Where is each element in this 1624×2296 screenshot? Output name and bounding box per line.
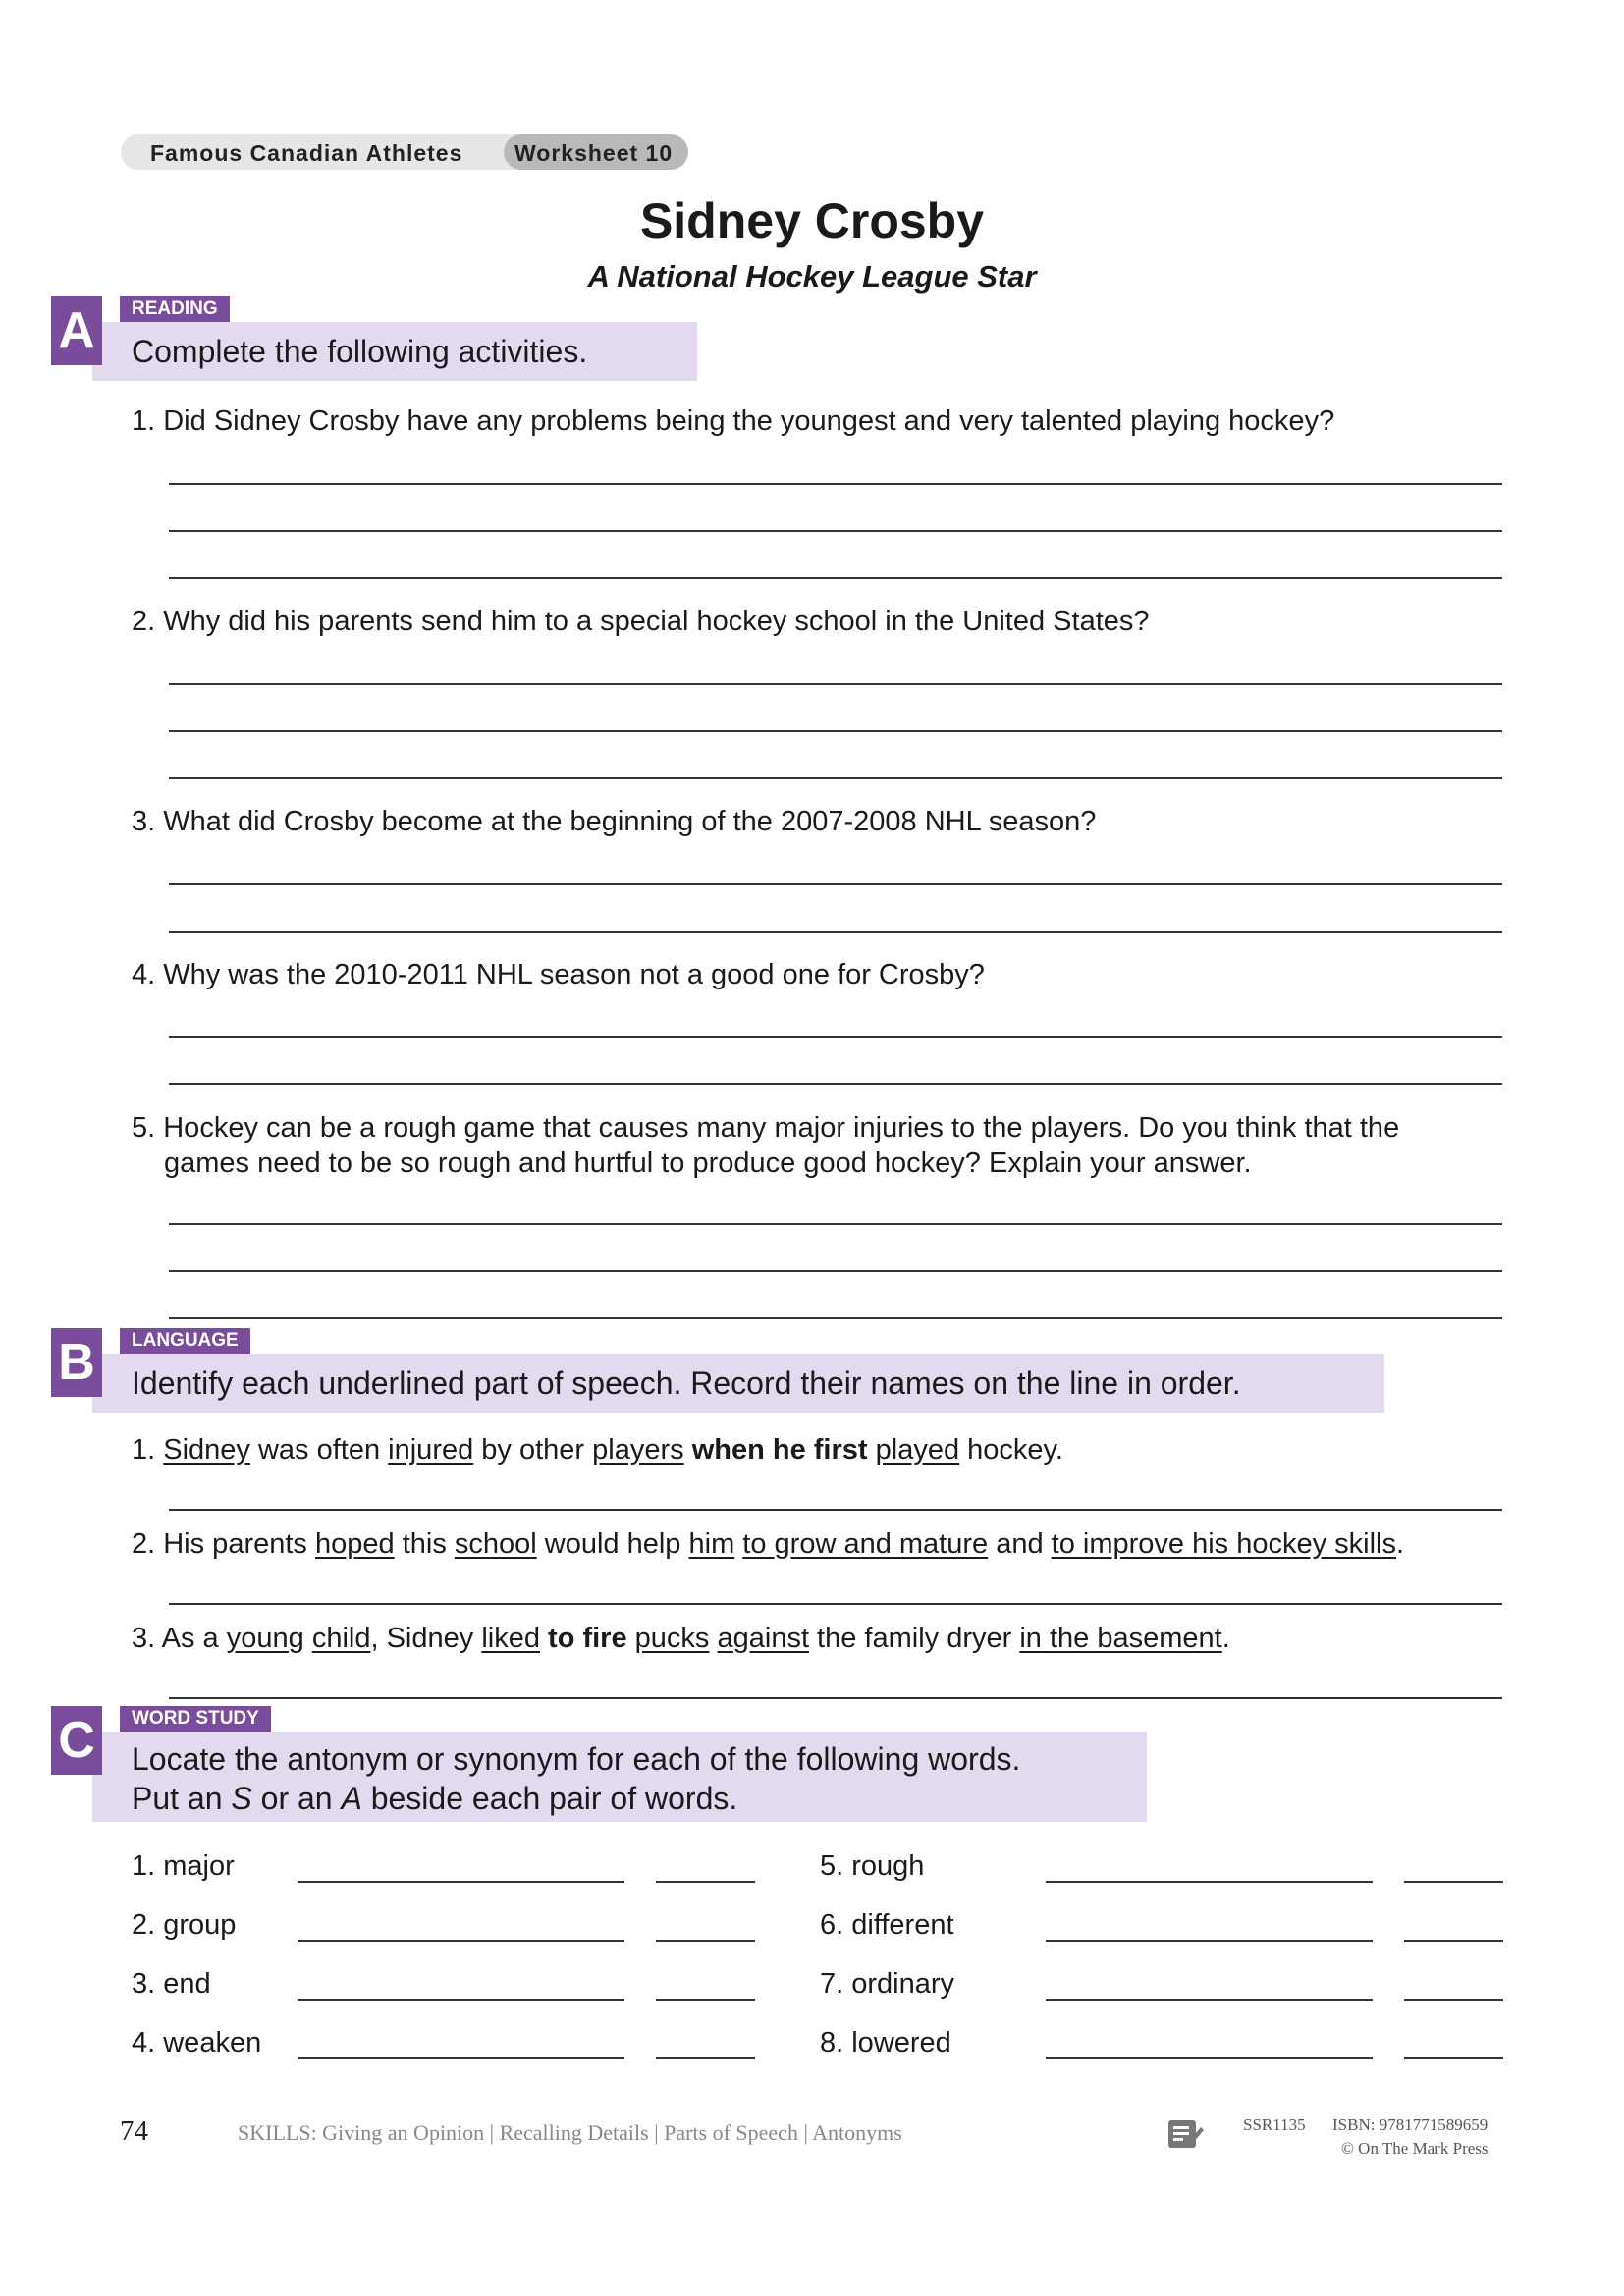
word-item: 1. major	[132, 1850, 235, 1882]
word-item: 4. weaken	[132, 2027, 262, 2058]
word-answer-line[interactable]	[298, 1999, 624, 2001]
answer-line[interactable]	[169, 1083, 1502, 1085]
series-name: Famous Canadian Athletes	[150, 140, 463, 166]
answer-line[interactable]	[169, 530, 1502, 532]
question-a3: 3. What did Crosby become at the beginning of the 2007-2008 NHL season?	[132, 806, 1097, 837]
word-answer-line[interactable]	[1046, 1940, 1373, 1942]
answer-line[interactable]	[169, 1317, 1502, 1319]
section-c-instruction-bar	[92, 1732, 1147, 1822]
s-or-a-line[interactable]	[1404, 1881, 1503, 1883]
answer-line[interactable]	[169, 1697, 1502, 1699]
s-or-a-line[interactable]	[1404, 2057, 1503, 2059]
answer-line[interactable]	[169, 1603, 1502, 1605]
page-number: 74	[120, 2115, 148, 2147]
section-a-instruction: Complete the following activities.	[132, 334, 588, 369]
isbn: ISBN: 9781771589659	[1332, 2115, 1489, 2134]
section-a-tag: READING	[120, 296, 230, 322]
question-a4: 4. Why was the 2010-2011 NHL season not a good one for Crosby?	[132, 959, 985, 990]
answer-line[interactable]	[169, 730, 1502, 732]
s-or-a-line[interactable]	[656, 1999, 755, 2001]
word-item: 6. different	[820, 1909, 954, 1941]
question-a5-line2: games need to be so rough and hurtful to produce good hockey? Explain your answer.	[164, 1148, 1252, 1179]
answer-line[interactable]	[169, 1270, 1502, 1272]
product-code: SSR1135	[1243, 2115, 1306, 2134]
word-item: 3. end	[132, 1968, 211, 2000]
word-item: 5. rough	[820, 1850, 925, 1882]
word-item: 8. lowered	[820, 2027, 951, 2058]
word-answer-line[interactable]	[298, 1940, 624, 1942]
page-title: Sidney Crosby	[639, 193, 985, 248]
s-or-a-line[interactable]	[656, 1940, 755, 1942]
section-c-tag: WORD STUDY	[120, 1706, 271, 1732]
word-answer-line[interactable]	[1046, 1999, 1373, 2001]
answer-line[interactable]	[169, 777, 1502, 779]
answer-line[interactable]	[169, 931, 1502, 933]
section-c-instruction-line1: Locate the antonym or synonym for each of the following words.	[132, 1741, 1021, 1777]
answer-line[interactable]	[169, 683, 1502, 685]
word-item: 7. ordinary	[820, 1968, 955, 2000]
answer-line[interactable]	[169, 1036, 1502, 1038]
question-a1: 1. Did Sidney Crosby have any problems being the youngest and very talented playing hockey?	[132, 405, 1335, 437]
answer-line[interactable]	[169, 1223, 1502, 1225]
answer-line[interactable]	[169, 883, 1502, 885]
question-b1: 1. Sidney was often injured by other players when he first played hockey.	[132, 1434, 1063, 1466]
section-b-instruction-bar	[92, 1354, 1384, 1413]
question-a2: 2. Why did his parents send him to a special hockey school in the United States?	[132, 606, 1150, 637]
skills-list: SKILLS: Giving an Opinion | Recalling Details | Parts of Speech | Antonyms	[238, 2120, 902, 2145]
word-item: 2. group	[132, 1909, 237, 1941]
page-subtitle: A National Hockey League Star	[587, 259, 1037, 294]
section-c-instruction-line2: Put an S or an A beside each pair of words.	[132, 1781, 738, 1816]
question-b2: 2. His parents hoped this school would help him to grow and mature and to improve his hockey skills.	[132, 1528, 1405, 1560]
s-or-a-line[interactable]	[656, 2057, 755, 2059]
worksheet-icon	[1166, 2116, 1206, 2152]
section-c-letter: C	[51, 1706, 102, 1775]
publisher: © On The Mark Press	[1341, 2139, 1489, 2158]
question-a5-line1: 5. Hockey can be a rough game that causes many major injuries to the players. Do you think that the	[132, 1112, 1400, 1144]
answer-line[interactable]	[169, 577, 1502, 579]
s-or-a-line[interactable]	[656, 1881, 755, 1883]
answer-line[interactable]	[169, 483, 1502, 485]
word-answer-line[interactable]	[1046, 1881, 1373, 1883]
section-b-instruction: Identify each underlined part of speech. Record their names on the line in order.	[132, 1365, 1241, 1401]
section-a-instruction-bar	[92, 322, 697, 381]
section-b-tag: LANGUAGE	[120, 1328, 250, 1354]
question-b3: 3. As a young child, Sidney liked to fire pucks against the family dryer in the basement.	[132, 1623, 1230, 1654]
section-b-letter: B	[51, 1328, 102, 1397]
word-answer-line[interactable]	[298, 1881, 624, 1883]
section-a-letter: A	[51, 296, 102, 365]
word-answer-line[interactable]	[298, 2057, 624, 2059]
word-answer-line[interactable]	[1046, 2057, 1373, 2059]
s-or-a-line[interactable]	[1404, 1999, 1503, 2001]
answer-line[interactable]	[169, 1509, 1502, 1511]
s-or-a-line[interactable]	[1404, 1940, 1503, 1942]
worksheet-number: Worksheet 10	[514, 140, 674, 166]
